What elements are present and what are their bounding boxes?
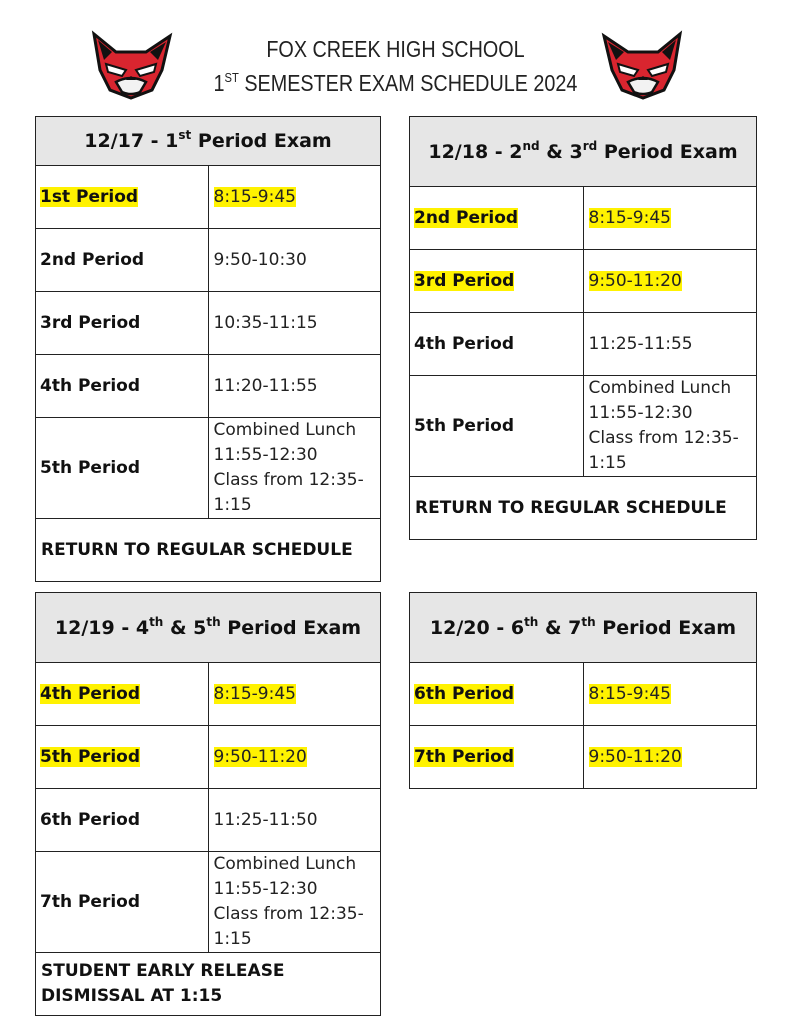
period-text: 6th Period [414, 683, 515, 704]
time-text: 8:15-9:45 [588, 207, 671, 228]
fox-mascot-icon [86, 30, 176, 100]
lunch-line: Combined Lunch [213, 420, 357, 440]
time-cell [583, 250, 757, 313]
table-row [36, 355, 381, 418]
table-row [410, 663, 757, 726]
time-text: 8:15-9:45 [213, 683, 296, 704]
period-text: 3rd Period [414, 270, 515, 291]
table-row [36, 852, 381, 953]
time-cell [583, 726, 757, 789]
table-title [410, 117, 757, 187]
period-label [410, 663, 584, 726]
schedule-table-1220 [409, 592, 757, 789]
period-text: 4th Period [40, 683, 141, 704]
table-footer: RETURN TO REGULAR SCHEDULE [36, 519, 381, 582]
class-time: Class from 12:35-1:15 [213, 904, 364, 949]
time-text: 9:50-11:20 [213, 746, 307, 767]
table-row [36, 789, 381, 852]
table-row [410, 313, 757, 376]
time-cell: 11:25-11:55 [583, 313, 757, 376]
period-label [36, 663, 209, 726]
time-cell [208, 852, 381, 953]
table-row [36, 166, 381, 229]
lunch-time: 11:55-12:30 [213, 879, 318, 899]
time-cell [583, 376, 757, 477]
title-text: & 5 [163, 616, 207, 639]
class-time: Class from 12:35-1:15 [588, 428, 739, 473]
time-cell: 10:35-11:15 [208, 292, 381, 355]
table-title [410, 593, 757, 663]
period-label: 4th Period [36, 355, 209, 418]
fox-mascot-icon [598, 30, 688, 100]
table-title [36, 593, 381, 663]
period-label [36, 166, 209, 229]
semester-ordinal: ST [224, 70, 239, 85]
schedule-table-1218 [409, 116, 757, 540]
time-cell [208, 418, 381, 519]
period-label: 6th Period [36, 789, 209, 852]
time-cell [583, 187, 757, 250]
time-text: 8:15-9:45 [213, 186, 296, 207]
period-text: 1st Period [40, 186, 139, 207]
title-text: 12/19 - 4 [54, 616, 150, 639]
table-title [36, 117, 381, 166]
period-label [36, 726, 209, 789]
time-cell: 11:25-11:50 [208, 789, 381, 852]
time-cell: 11:20-11:55 [208, 355, 381, 418]
lunch-line: Combined Lunch [588, 378, 732, 398]
title-ordinal: th [206, 614, 221, 629]
period-label [410, 250, 584, 313]
title-text: & 3 [539, 140, 583, 163]
school-name: FOX CREEK HIGH SCHOOL [266, 36, 525, 62]
table-row [410, 477, 757, 540]
schedule-table-1217 [35, 116, 381, 582]
title-ordinal: nd [522, 138, 540, 153]
period-text: 2nd Period [414, 207, 519, 228]
table-row [410, 726, 757, 789]
time-text: 8:15-9:45 [588, 683, 671, 704]
table-row [36, 726, 381, 789]
table-row [410, 187, 757, 250]
table-row [36, 229, 381, 292]
title-text: & 7 [538, 616, 582, 639]
period-label: 5th Period [36, 418, 209, 519]
table-row [36, 953, 381, 1016]
time-cell [208, 663, 381, 726]
period-label [410, 726, 584, 789]
title-ordinal: rd [582, 138, 598, 153]
time-text: 9:50-11:20 [588, 746, 682, 767]
period-label: 4th Period [410, 313, 584, 376]
title-text: 12/17 - 1 [84, 130, 179, 152]
lunch-time: 11:55-12:30 [588, 403, 693, 423]
table-row [410, 376, 757, 477]
title-ordinal: th [581, 614, 596, 629]
table-row [36, 519, 381, 582]
period-label: 5th Period [410, 376, 584, 477]
period-text: 5th Period [40, 746, 141, 767]
title-ordinal: st [178, 128, 192, 142]
title-text: Period Exam [220, 616, 362, 639]
time-text: 9:50-11:20 [588, 270, 682, 291]
title-text: 12/20 - 6 [429, 616, 525, 639]
period-label: 2nd Period [36, 229, 209, 292]
table-row [36, 663, 381, 726]
table-row [36, 418, 381, 519]
period-label: 7th Period [36, 852, 209, 953]
schedule-title-text: SEMESTER EXAM SCHEDULE 2024 [238, 70, 578, 96]
time-cell [583, 663, 757, 726]
period-label [410, 187, 584, 250]
table-footer: RETURN TO REGULAR SCHEDULE [410, 477, 757, 540]
title-text: 12/18 - 2 [428, 140, 523, 163]
class-time: Class from 12:35-1:15 [213, 470, 364, 515]
period-text: 7th Period [414, 746, 515, 767]
time-cell [208, 166, 381, 229]
lunch-line: Combined Lunch [213, 854, 357, 874]
time-cell: 9:50-10:30 [208, 229, 381, 292]
schedule-table-1219 [35, 592, 381, 1016]
title-ordinal: th [524, 614, 539, 629]
table-row [36, 292, 381, 355]
lunch-time: 11:55-12:30 [213, 445, 318, 465]
title-text: Period Exam [191, 130, 332, 152]
title-text: Period Exam [595, 616, 737, 639]
table-footer: STUDENT EARLY RELEASE DISMISSAL AT 1:15 [36, 953, 381, 1016]
title-ordinal: th [149, 614, 164, 629]
title-text: Period Exam [597, 140, 738, 163]
table-row [410, 250, 757, 313]
semester-number: 1 [213, 70, 225, 96]
period-label: 3rd Period [36, 292, 209, 355]
time-cell [208, 726, 381, 789]
